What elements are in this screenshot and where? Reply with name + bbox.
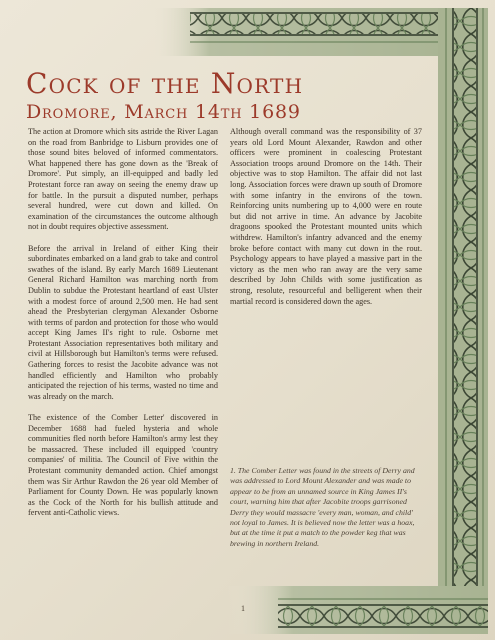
right-column [230, 127, 422, 318]
body-paragraph: Before the arrival in Ireland of either King their subordinates embarked on a land grab to take and control swathes of the island. By early March 1689 Lieutenant General Richard Hamilton was marching north from Dublin to subdue the Protestant heartland of east Ulster with a modest force of around 2,500 men. He had sent ahead the Presbyterian clergyman Alexander Osborne with terms of pardon and protection for those who would accept King James II's right to rule. Osborne met Protestant Association representatives both military and civil at Hillsborough but Hamilton's terms were refused. Gathering forces to resist the Jacobite advance was not handled efficiently and Hamilton who probably anticipated the rejection of his terms, wasted no time and was already on the march. [28, 243, 218, 401]
celtic-border-right [438, 8, 488, 634]
body-paragraph: Although overall command was the responsibility of 37 years old Lord Mount Alexander, Rawdon and other officers were prominent in coalescing Protestant Association troops around Dromore on the 14th. Their objective was to stop Hamilton. The affair did not last long. Association forces were drawn up south of Dromore with some infantry in the environs of the town. Reinforcing units numbering up to 4,000 were en route but did not arrive in time. An advance by Jacobite dragoons spooked the Protestant mounted units which withdrew. Hamilton's infantry advanced and the enemy broke before contact with many cut down in the rout. Psychology appears to have played a massive part in the victory as the men who ran away are the very same described by John Childs with some justification as strong, resolute, resourceful and belligerent when their martial record is considered down the ages. [230, 127, 422, 306]
left-column [28, 127, 218, 530]
celtic-border-top [150, 8, 480, 56]
page-subtitle: Dromore, March 14th 1689 [26, 101, 301, 123]
celtic-border-bottom [228, 586, 488, 634]
footnote: 1. The Comber Letter was found in the streets of Derry and was addressed to Lord Mount Alexander and was made to appear to be from an unnamed source in King James II's court, warning him that after Jacobite troops garrisoned Derry they would massacre 'every man, woman, and child' not loyal to James. It is believed now the letter was a hoax, but at the time it put a match to the powder keg that was brewing in northern Ireland. [230, 466, 415, 548]
page-number: 1 [241, 604, 245, 613]
body-paragraph: The existence of the Comber Letter' discovered in December 1688 had fueled hysteria and whole communities fled north before Hamilton's army lest they be massacred. These included ill equipped 'country companies' of militia. The Council of Five within the Protestant community demanded action. Chief amongst them was Sir Arthur Rawdon the 26 year old Member of Parliament for County Down. He was popularly known as the Cock of the North for his bullish attitude and fervent anti-Catholic views. [28, 413, 218, 518]
page-title: Cock of the North [26, 67, 304, 100]
body-paragraph: The action at Dromore which sits astride the River Lagan on the road from Banbridge to Lisburn provides one of those sound bites beloved of informed commentators. What happened there has gone down as the 'Break of Dromore'. Put simply, an ill-equipped and badly led Protestant force ran away on seeing the enemy draw up for battle. In the pursuit a disputed number, perhaps several hundred, were cut down and killed. On examination of the circumstances the outcome although not in doubt requires objective assessment. [28, 127, 218, 232]
